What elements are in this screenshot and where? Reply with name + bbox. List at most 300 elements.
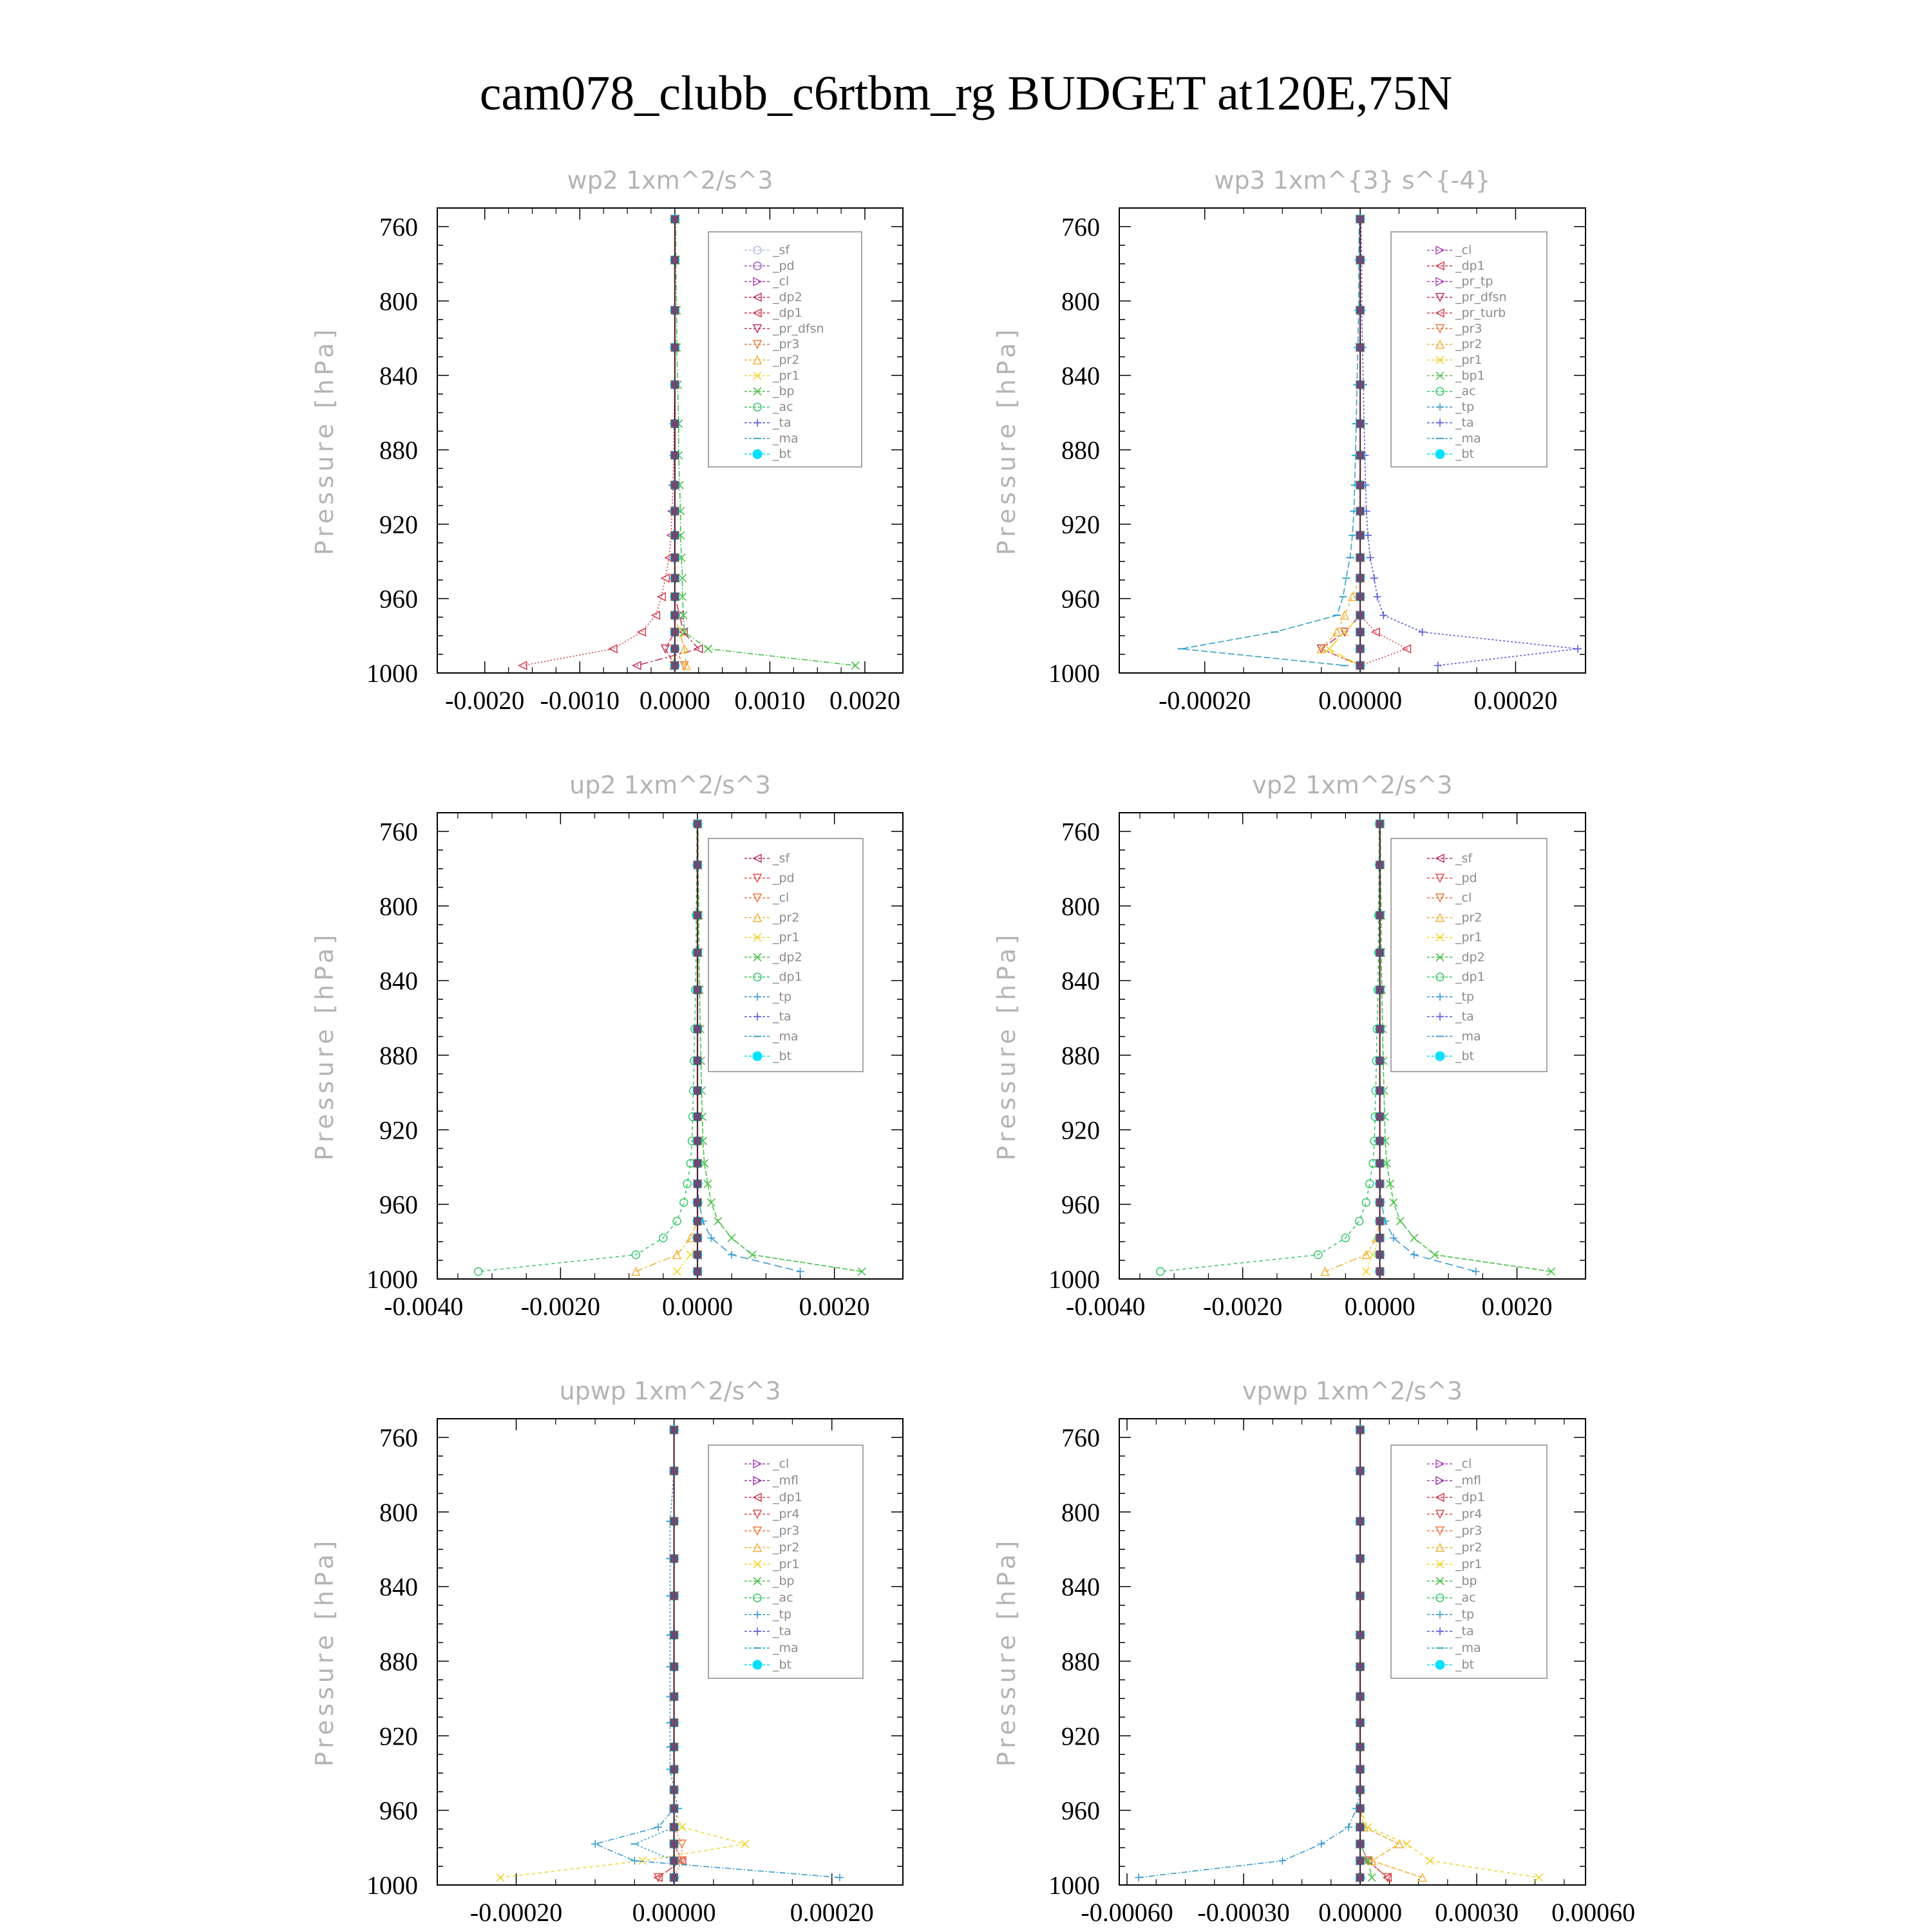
legend-label: _cl	[1455, 1457, 1472, 1472]
y-axis-label: Pressure [hPa]	[992, 325, 1021, 556]
x-tick-label: 0.00060	[1551, 1898, 1636, 1927]
zero-marker	[670, 1765, 678, 1773]
zero-marker	[670, 1804, 678, 1812]
legend-label: _sf	[773, 851, 790, 866]
legend-label: _dp1	[773, 305, 802, 320]
x-tick-label: -0.00030	[1197, 1898, 1290, 1927]
y-axis-label: Pressure [hPa]	[992, 931, 1021, 1161]
zero-marker	[670, 1426, 678, 1434]
x-tick-label: -0.0010	[540, 686, 620, 715]
y-tick-label: 840	[379, 1572, 418, 1602]
zero-marker	[671, 628, 679, 636]
x-tick-label: 0.0000	[1344, 1292, 1416, 1321]
y-tick-label: 1000	[1048, 1265, 1100, 1294]
legend-label: _sf	[1455, 851, 1473, 866]
zero-marker	[1356, 1786, 1364, 1794]
series-marker	[475, 1267, 482, 1275]
series-marker	[1434, 661, 1442, 669]
zero-marker	[694, 911, 701, 919]
chart-panel-2	[992, 166, 1586, 715]
legend-label: _pr1	[773, 368, 800, 383]
series-marker	[1574, 645, 1582, 652]
zero-marker	[1356, 507, 1364, 515]
legend-label: _dp1	[773, 1490, 802, 1505]
zero-marker	[671, 256, 679, 264]
x-tick-label: 0.0020	[829, 686, 900, 715]
legend-label: _tp	[773, 989, 792, 1004]
series-marker	[1318, 1840, 1325, 1848]
x-tick-label: -0.0020	[520, 1292, 601, 1321]
legend	[1391, 838, 1547, 1072]
legend-label: _mfl	[773, 1473, 799, 1488]
x-tick-label: 0.00020	[790, 1898, 874, 1927]
zero-marker	[671, 481, 679, 489]
zero-marker	[1376, 1217, 1384, 1225]
zero-marker	[671, 420, 679, 428]
legend-label: _dp1	[773, 970, 802, 985]
y-tick-label: 1000	[366, 659, 418, 688]
zero-marker	[694, 1234, 701, 1242]
y-tick-label: 960	[1061, 584, 1100, 614]
series-pr2	[1321, 820, 1383, 1275]
legend-label: _bt	[1455, 447, 1475, 462]
zero-marker	[694, 1087, 701, 1095]
zero-marker	[670, 1786, 678, 1794]
y-tick-label: 960	[1061, 1190, 1100, 1220]
series-marker	[1135, 1873, 1142, 1881]
zero-marker	[1356, 1693, 1364, 1701]
legend-label: _pr2	[773, 353, 800, 368]
legend-label: _ma	[1455, 431, 1481, 446]
legend-marker	[753, 1052, 762, 1061]
series-marker	[1368, 1873, 1376, 1881]
zero-marker	[1376, 1198, 1384, 1206]
series-marker	[1157, 1267, 1164, 1275]
x-tick-label: 0.0020	[1481, 1292, 1553, 1321]
legend-label: _tp	[1455, 989, 1475, 1004]
y-tick-label: 920	[379, 1115, 418, 1145]
zero-marker	[671, 611, 679, 619]
series-marker	[1383, 1873, 1391, 1881]
panel-title: vpwp 1xm^2/s^3	[1242, 1377, 1463, 1405]
y-tick-label: 800	[379, 287, 418, 316]
legend-label: _pd	[773, 258, 795, 273]
zero-marker	[671, 593, 679, 601]
legend-label: _ac	[773, 400, 793, 415]
series-marker	[705, 645, 712, 652]
legend-label: _ta	[773, 415, 791, 430]
zero-marker	[670, 1631, 678, 1639]
series-marker	[1370, 574, 1378, 582]
zero-marker	[1356, 1592, 1364, 1600]
x-tick-label: -0.0040	[384, 1292, 464, 1321]
zero-marker	[1376, 1137, 1384, 1145]
series-marker	[851, 661, 859, 669]
series-line	[637, 219, 699, 665]
zero-marker	[671, 381, 679, 388]
zero-marker	[1356, 1663, 1364, 1671]
zero-marker	[694, 1113, 701, 1121]
series-marker	[661, 574, 669, 582]
zero-marker	[694, 986, 701, 994]
series-marker	[714, 1217, 722, 1225]
zero-marker	[1376, 1025, 1384, 1033]
series-line	[1160, 824, 1379, 1271]
series-line	[1321, 219, 1360, 665]
series-pr_dfsn	[1318, 215, 1364, 669]
series-marker	[728, 1251, 735, 1258]
legend-label: _ac	[773, 1591, 793, 1605]
legend-label: _ma	[773, 431, 799, 446]
y-tick-label: 840	[1061, 1572, 1100, 1602]
y-tick-label: 760	[1061, 817, 1100, 846]
y-tick-label: 1000	[1048, 659, 1100, 688]
x-tick-label: 0.00030	[1435, 1898, 1519, 1927]
series-marker	[673, 1267, 681, 1275]
legend-label: _pr2	[1455, 1540, 1482, 1555]
series-marker	[633, 661, 641, 669]
legend-label: _ac	[1455, 1591, 1476, 1605]
zero-marker	[1356, 256, 1364, 264]
x-tick-label: 0.00000	[1318, 686, 1403, 715]
y-tick-label: 800	[1061, 1497, 1100, 1527]
legend	[1391, 1445, 1547, 1678]
series-line	[1325, 824, 1379, 1271]
x-tick-label: -0.0020	[445, 686, 525, 715]
series-dp2	[633, 215, 703, 669]
chart-panel-6	[992, 1377, 1635, 1927]
x-tick-label: 0.00020	[1473, 686, 1558, 715]
x-tick-label: 0.00000	[1318, 1898, 1403, 1927]
zero-marker	[1356, 661, 1364, 669]
zero-marker	[1356, 1840, 1364, 1848]
zero-marker	[694, 1137, 701, 1145]
zero-marker	[1376, 1180, 1384, 1188]
zero-marker	[1356, 1555, 1364, 1562]
zero-marker	[1356, 420, 1364, 428]
zero-marker	[671, 531, 679, 539]
series-marker	[1278, 1857, 1286, 1864]
series-dp1	[519, 215, 679, 669]
x-tick-label: -0.0020	[1202, 1292, 1283, 1321]
y-tick-label: 920	[1061, 1721, 1100, 1751]
legend-label: _cl	[1455, 891, 1472, 905]
series-marker	[1403, 1840, 1410, 1848]
legend-label: _pr_dfsn	[1455, 290, 1507, 305]
series-ma	[1178, 219, 1363, 665]
x-tick-label: 0.0010	[734, 686, 806, 715]
series-marker	[609, 645, 617, 652]
zero-marker	[694, 1025, 701, 1033]
y-tick-label: 800	[1061, 891, 1100, 921]
y-tick-label: 960	[379, 584, 418, 614]
y-tick-label: 880	[379, 1041, 418, 1070]
legend-label: _bt	[773, 1049, 792, 1064]
x-tick-label: -0.0040	[1066, 1292, 1146, 1321]
zero-marker	[671, 507, 679, 515]
legend-label: _pr2	[1455, 337, 1482, 352]
legend-label: _pr1	[773, 1557, 800, 1572]
legend-label: _cl	[773, 274, 790, 289]
series-line	[478, 824, 697, 1271]
zero-marker	[671, 554, 679, 562]
zero-marker	[694, 1217, 701, 1225]
legend	[708, 232, 862, 467]
y-tick-label: 840	[1061, 966, 1100, 996]
legend-label: _tp	[773, 1607, 792, 1622]
zero-marker	[671, 344, 679, 352]
legend-label: _dp1	[1455, 258, 1485, 273]
zero-marker	[1376, 1267, 1384, 1275]
zero-marker	[1376, 986, 1384, 994]
zero-marker	[1356, 344, 1364, 352]
y-axis-label: Pressure [hPa]	[992, 1537, 1021, 1767]
series-marker	[1345, 1823, 1352, 1831]
panel-title: vp2 1xm^2/s^3	[1252, 771, 1453, 799]
series-marker	[652, 611, 659, 619]
figure-title: cam078_clubb_c6rtbm_rg BUDGET at120E,75N	[479, 66, 1453, 120]
y-tick-label: 880	[379, 1647, 418, 1676]
zero-marker	[1356, 1823, 1364, 1831]
legend-marker	[753, 450, 762, 459]
series-marker	[1325, 645, 1333, 652]
legend-label: _pd	[1455, 871, 1477, 886]
zero-marker	[1376, 1087, 1384, 1095]
legend-marker	[1435, 1660, 1444, 1669]
legend-label: _cl	[773, 1457, 790, 1472]
series-marker	[678, 1823, 686, 1831]
series-line	[1321, 219, 1360, 665]
series-line	[636, 824, 697, 1271]
chart-panel-3	[310, 771, 903, 1321]
legend-marker	[753, 1660, 762, 1669]
legend-label: _dp1	[1455, 970, 1485, 985]
series-marker	[1472, 1267, 1480, 1275]
legend-label: _cl	[773, 891, 790, 905]
zero-marker	[671, 645, 679, 652]
zero-marker	[671, 307, 679, 314]
legend-label: _pr3	[773, 337, 800, 352]
legend-label: _ta	[773, 1624, 791, 1639]
zero-marker	[670, 1840, 678, 1848]
chart-panel-5	[310, 1377, 903, 1927]
legend-label: _ma	[1455, 1029, 1481, 1044]
series-marker	[1364, 531, 1372, 539]
legend-label: _bp	[773, 1574, 795, 1589]
zero-marker	[671, 451, 679, 459]
zero-marker	[1376, 1251, 1384, 1258]
y-tick-label: 1000	[366, 1871, 418, 1900]
series-ac	[1157, 820, 1383, 1275]
zero-marker	[694, 949, 701, 956]
y-axis-label: Pressure [hPa]	[310, 931, 339, 1161]
legend-label: _pr2	[773, 1540, 800, 1555]
zero-marker	[1356, 381, 1364, 388]
zero-marker	[1376, 1234, 1384, 1242]
y-tick-label: 760	[379, 1423, 418, 1452]
zero-marker	[1356, 645, 1364, 652]
series-marker	[1419, 628, 1426, 636]
series-ac	[475, 820, 701, 1275]
legend-label: _pr3	[1455, 321, 1482, 336]
series-marker	[1341, 628, 1349, 636]
legend-label: _pr2	[1455, 910, 1482, 925]
zero-marker	[1356, 307, 1364, 314]
zero-marker	[694, 861, 701, 869]
series-marker	[797, 1267, 804, 1275]
x-tick-label: 0.00000	[632, 1898, 716, 1927]
series-pr2	[632, 820, 701, 1275]
x-tick-label: 0.0000	[639, 686, 710, 715]
y-tick-label: 800	[1061, 287, 1100, 316]
legend-label: _ac	[1455, 384, 1476, 399]
y-tick-label: 960	[1061, 1796, 1100, 1826]
zero-marker	[1356, 1804, 1364, 1812]
y-tick-label: 1000	[1048, 1871, 1100, 1900]
series-marker	[673, 1217, 681, 1225]
y-tick-label: 920	[1061, 1115, 1100, 1145]
y-tick-label: 960	[379, 1190, 418, 1220]
y-tick-label: 1000	[366, 1265, 418, 1294]
zero-marker	[1356, 593, 1364, 601]
legend-marker	[1435, 450, 1444, 459]
y-tick-label: 880	[1061, 1041, 1100, 1070]
series-marker	[1349, 593, 1356, 601]
series-marker	[591, 1840, 599, 1848]
zero-marker	[1356, 481, 1364, 489]
zero-marker	[1356, 1517, 1364, 1525]
zero-marker	[670, 1663, 678, 1671]
zero-marker	[1356, 1743, 1364, 1751]
zero-marker	[670, 1857, 678, 1864]
series-line	[523, 219, 675, 665]
legend-label: _pr1	[1455, 930, 1482, 945]
y-tick-label: 880	[1061, 1647, 1100, 1676]
zero-marker	[1356, 1857, 1364, 1864]
series-marker	[836, 1873, 844, 1881]
zero-marker	[1376, 1113, 1384, 1121]
legend-label: _tp	[1455, 400, 1475, 415]
zero-marker	[694, 1251, 701, 1258]
legend-label: _bp	[773, 384, 795, 399]
legend-label: _tp	[1455, 1607, 1475, 1622]
series-marker	[1367, 554, 1374, 562]
chart-panel-4	[992, 771, 1586, 1321]
legend-label: _dp1	[1455, 1490, 1485, 1505]
legend-label: _pr1	[1455, 353, 1482, 368]
panel-title: wp3 1xm^{3} s^{-4}	[1214, 166, 1491, 194]
zero-marker	[1356, 1719, 1364, 1727]
zero-marker	[670, 1555, 678, 1562]
legend-label: _ma	[1455, 1641, 1481, 1656]
zero-marker	[671, 215, 679, 223]
y-tick-label: 800	[379, 891, 418, 921]
y-tick-label: 840	[379, 361, 418, 390]
panel-title: wp2 1xm^2/s^3	[567, 166, 773, 194]
zero-marker	[670, 1517, 678, 1525]
zero-marker	[670, 1592, 678, 1600]
legend	[708, 1445, 863, 1678]
zero-marker	[1376, 949, 1384, 956]
legend-label: _ta	[1455, 1624, 1474, 1639]
y-tick-label: 760	[379, 212, 418, 242]
zero-marker	[694, 820, 701, 828]
zero-marker	[1356, 215, 1364, 223]
legend-label: _pr4	[773, 1507, 800, 1522]
legend-label: _pr_dfsn	[773, 321, 824, 336]
series-marker	[1419, 1873, 1426, 1881]
y-tick-label: 880	[1061, 435, 1100, 465]
panel-title: up2 1xm^2/s^3	[569, 771, 771, 799]
zero-marker	[694, 1180, 701, 1188]
zero-marker	[1376, 911, 1384, 919]
zero-marker	[1356, 1765, 1364, 1773]
series-marker	[1362, 1267, 1370, 1275]
zero-marker	[1356, 554, 1364, 562]
panel-title: upwp 1xm^2/s^3	[559, 1377, 781, 1405]
legend-label: _ma	[773, 1641, 799, 1656]
zero-marker	[670, 1743, 678, 1751]
y-tick-label: 800	[379, 1497, 418, 1527]
y-tick-label: 920	[379, 1721, 418, 1751]
legend-label: _dp2	[773, 290, 802, 305]
zero-marker	[694, 1057, 701, 1065]
legend-marker	[1435, 1052, 1444, 1061]
legend-label: _bp	[1455, 1574, 1477, 1589]
zero-marker	[1356, 1873, 1364, 1881]
series-marker	[1379, 611, 1387, 619]
legend-label: _pr_tp	[1455, 274, 1493, 289]
legend-label: _pr_turb	[1455, 305, 1506, 320]
series-marker	[1374, 593, 1381, 601]
legend	[708, 838, 863, 1072]
zero-marker	[1356, 611, 1364, 619]
y-tick-label: 760	[379, 817, 418, 846]
y-tick-label: 760	[1061, 212, 1100, 242]
series-marker	[658, 593, 665, 601]
legend-label: _pr3	[773, 1524, 800, 1539]
zero-marker	[694, 1267, 701, 1275]
legend-label: _dp2	[773, 950, 802, 965]
x-tick-label: 0.0020	[799, 1292, 870, 1321]
legend-label: _pr4	[1455, 1507, 1482, 1522]
legend	[1391, 232, 1547, 467]
y-tick-label: 920	[379, 509, 418, 539]
legend-label: _bt	[773, 1658, 792, 1672]
zero-marker	[694, 1198, 701, 1206]
zero-marker	[1376, 1159, 1384, 1167]
legend-label: _bt	[1455, 1049, 1475, 1064]
legend-label: _bp1	[1455, 368, 1485, 383]
legend-label: _pr3	[1455, 1524, 1482, 1539]
y-axis-label: Pressure [hPa]	[310, 1537, 339, 1767]
series-marker	[1535, 1873, 1543, 1881]
series-line	[1182, 219, 1359, 665]
zero-marker	[1356, 1467, 1364, 1475]
series-line	[1139, 1430, 1360, 1877]
series-marker	[728, 1234, 735, 1242]
zero-marker	[694, 1159, 701, 1167]
zero-marker	[670, 1467, 678, 1475]
x-tick-label: -0.00060	[1081, 1898, 1173, 1927]
legend-label: _mfl	[1455, 1473, 1481, 1488]
series-marker	[1364, 1857, 1372, 1864]
zero-marker	[1376, 820, 1384, 828]
y-tick-label: 840	[379, 966, 418, 996]
legend-label: _pr2	[773, 910, 800, 925]
legend-label: _bt	[773, 447, 792, 462]
series-tp	[1135, 1426, 1364, 1881]
